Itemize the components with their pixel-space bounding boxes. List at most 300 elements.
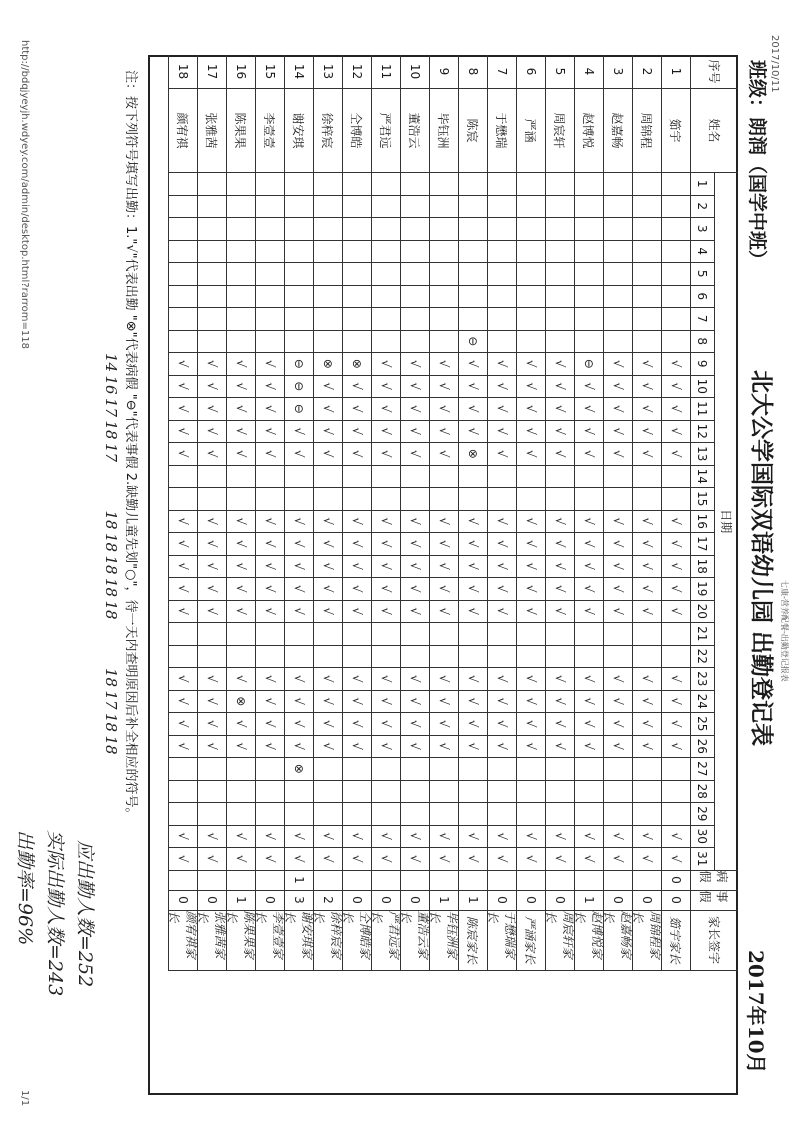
header-sign: 家长签字	[690, 911, 738, 971]
attendance-cell	[429, 758, 458, 781]
attendance-cell	[458, 308, 487, 331]
attendance-cell: √	[429, 826, 458, 849]
attendance-cell	[197, 781, 226, 804]
attendance-cell: √	[661, 511, 690, 534]
attendance-cell	[400, 286, 429, 309]
attendance-cell	[255, 308, 284, 331]
header-day: 19	[690, 578, 714, 601]
attendance-cell	[487, 488, 516, 511]
attendance-cell: √	[255, 376, 284, 399]
attendance-cell: √	[661, 533, 690, 556]
attendance-cell	[197, 263, 226, 286]
row-parent-signature: 严涵家长	[516, 911, 545, 971]
attendance-cell: √	[255, 578, 284, 601]
row-parent-signature: 严君远家长	[371, 911, 400, 971]
attendance-cell	[574, 286, 603, 309]
attendance-cell	[284, 173, 313, 196]
header-day: 8	[690, 331, 714, 354]
row-parent-signature: 陈宸家长	[458, 911, 487, 971]
attendance-cell: √	[487, 848, 516, 871]
row-name: 周锦程	[632, 89, 661, 173]
header-day: 31	[690, 848, 714, 871]
attendance-cell: √	[516, 826, 545, 849]
attendance-cell	[255, 623, 284, 646]
row-sick-count	[516, 871, 545, 891]
attendance-cell: √	[197, 443, 226, 466]
attendance-cell	[545, 781, 574, 804]
attendance-cell: √	[284, 533, 313, 556]
attendance-cell	[661, 466, 690, 489]
attendance-cell: √	[371, 736, 400, 759]
attendance-cell: √	[255, 601, 284, 624]
attendance-cell: √	[313, 421, 342, 444]
attendance-cell: √	[168, 601, 197, 624]
attendance-cell	[226, 781, 255, 804]
attendance-cell	[632, 196, 661, 219]
attendance-cell	[400, 488, 429, 511]
attendance-cell	[603, 758, 632, 781]
attendance-cell	[342, 623, 371, 646]
attendance-cell	[574, 466, 603, 489]
row-personal-count: 0	[400, 891, 429, 911]
attendance-cell: √	[487, 601, 516, 624]
attendance-cell: √	[458, 578, 487, 601]
row-personal-count: 2	[313, 891, 342, 911]
attendance-cell: √	[603, 601, 632, 624]
attendance-cell	[168, 623, 197, 646]
header-day: 30	[690, 826, 714, 849]
attendance-cell: √	[255, 511, 284, 534]
attendance-cell: √	[371, 353, 400, 376]
attendance-cell	[429, 488, 458, 511]
header-day: 20	[690, 601, 714, 624]
attendance-cell	[603, 803, 632, 826]
attendance-cell	[516, 308, 545, 331]
attendance-cell	[313, 331, 342, 354]
attendance-cell: √	[429, 691, 458, 714]
attendance-cell	[574, 263, 603, 286]
attendance-cell: √	[458, 601, 487, 624]
attendance-cell: √	[313, 736, 342, 759]
attendance-cell: √	[632, 601, 661, 624]
attendance-cell: √	[197, 668, 226, 691]
attendance-cell: √	[516, 398, 545, 421]
attendance-cell: √	[371, 691, 400, 714]
attendance-cell	[661, 781, 690, 804]
attendance-cell	[458, 196, 487, 219]
attendance-cell: √	[197, 421, 226, 444]
row-seq: 11	[371, 55, 400, 89]
row-seq: 10	[400, 55, 429, 89]
attendance-cell	[313, 173, 342, 196]
row-sick-count	[197, 871, 226, 891]
attendance-cell	[255, 488, 284, 511]
attendance-cell	[371, 196, 400, 219]
row-sick-count	[313, 871, 342, 891]
attendance-cell: √	[197, 736, 226, 759]
attendance-cell	[226, 173, 255, 196]
daily-count: 18	[102, 668, 120, 688]
attendance-cell: √	[632, 556, 661, 579]
attendance-cell: √	[168, 578, 197, 601]
attendance-cell: √	[168, 826, 197, 849]
attendance-cell	[458, 263, 487, 286]
attendance-cell	[313, 646, 342, 669]
attendance-cell: √	[429, 556, 458, 579]
attendance-cell	[632, 466, 661, 489]
row-personal-count: 0	[487, 891, 516, 911]
attendance-cell	[226, 196, 255, 219]
attendance-cell	[516, 781, 545, 804]
row-parent-signature: 赵博悦家长	[574, 911, 603, 971]
row-sick-count	[255, 871, 284, 891]
attendance-cell: √	[458, 668, 487, 691]
attendance-cell	[255, 646, 284, 669]
attendance-cell: √	[400, 443, 429, 466]
attendance-cell: √	[603, 578, 632, 601]
attendance-cell	[516, 646, 545, 669]
attendance-cell: √	[574, 848, 603, 871]
attendance-cell	[168, 308, 197, 331]
attendance-cell	[197, 331, 226, 354]
attendance-cell	[313, 196, 342, 219]
footnote: 注：按下列符号填写出勤：1."√"代表出勤 "⊗"代表病假 "⊖"代表事假 2.缺勤儿童先划"○"，待一天内查明原因后补全相应的符号。	[123, 70, 138, 821]
attendance-cell: √	[429, 668, 458, 691]
attendance-cell: √	[313, 533, 342, 556]
attendance-cell: √	[545, 736, 574, 759]
attendance-cell: √	[284, 848, 313, 871]
attendance-cell: √	[226, 421, 255, 444]
attendance-cell	[342, 803, 371, 826]
row-seq: 4	[574, 55, 603, 89]
attendance-cell: √	[574, 826, 603, 849]
attendance-cell	[545, 263, 574, 286]
attendance-cell: √	[168, 511, 197, 534]
attendance-cell	[197, 286, 226, 309]
attendance-cell: √	[371, 443, 400, 466]
attendance-cell	[603, 331, 632, 354]
attendance-cell: √	[661, 578, 690, 601]
attendance-cell: √	[603, 376, 632, 399]
attendance-cell: √	[632, 691, 661, 714]
attendance-cell: √	[400, 848, 429, 871]
attendance-cell: √	[313, 443, 342, 466]
row-seq: 2	[632, 55, 661, 89]
attendance-cell	[371, 646, 400, 669]
attendance-cell	[603, 488, 632, 511]
attendance-cell: √	[400, 556, 429, 579]
attendance-cell: √	[371, 713, 400, 736]
attendance-cell	[400, 241, 429, 264]
attendance-cell	[168, 218, 197, 241]
attendance-cell	[342, 218, 371, 241]
attendance-cell	[458, 488, 487, 511]
attendance-cell: √	[574, 668, 603, 691]
attendance-cell	[661, 196, 690, 219]
row-sick-count	[603, 871, 632, 891]
daily-count: 18	[102, 735, 120, 755]
attendance-cell: √	[574, 421, 603, 444]
attendance-cell	[661, 488, 690, 511]
daily-count: 18	[102, 555, 120, 575]
attendance-cell: √	[255, 353, 284, 376]
attendance-cell	[197, 646, 226, 669]
attendance-cell: √	[632, 421, 661, 444]
attendance-cell: √	[197, 601, 226, 624]
row-sick-count	[429, 871, 458, 891]
header-day: 9	[690, 353, 714, 376]
attendance-cell	[197, 308, 226, 331]
attendance-cell: √	[255, 713, 284, 736]
attendance-cell: √	[516, 556, 545, 579]
attendance-cell	[284, 241, 313, 264]
header-day: 28	[690, 781, 714, 804]
daily-count: 17	[102, 690, 120, 710]
attendance-cell: √	[197, 848, 226, 871]
attendance-cell	[371, 758, 400, 781]
attendance-cell: √	[574, 578, 603, 601]
attendance-cell	[545, 286, 574, 309]
attendance-cell	[342, 488, 371, 511]
attendance-cell	[661, 241, 690, 264]
attendance-cell: √	[313, 691, 342, 714]
row-sick-count	[342, 871, 371, 891]
attendance-cell: √	[168, 353, 197, 376]
attendance-cell	[487, 331, 516, 354]
attendance-cell	[313, 781, 342, 804]
header-day: 5	[690, 263, 714, 286]
header-day: 23	[690, 668, 714, 691]
attendance-cell: √	[197, 556, 226, 579]
attendance-cell: √	[429, 713, 458, 736]
attendance-cell: ⊗	[284, 758, 313, 781]
row-parent-signature: 谢安琪家长	[284, 911, 313, 971]
attendance-cell: √	[603, 421, 632, 444]
attendance-cell	[168, 173, 197, 196]
attendance-cell: √	[661, 826, 690, 849]
attendance-cell: √	[516, 691, 545, 714]
attendance-cell	[371, 241, 400, 264]
row-name: 严君远	[371, 89, 400, 173]
row-personal-count: 0	[632, 891, 661, 911]
daily-count: 18	[102, 600, 120, 620]
attendance-cell	[574, 308, 603, 331]
attendance-cell	[313, 241, 342, 264]
attendance-cell	[516, 241, 545, 264]
attendance-cell	[661, 173, 690, 196]
attendance-cell	[516, 758, 545, 781]
attendance-cell	[574, 646, 603, 669]
attendance-table	[148, 55, 738, 1095]
attendance-cell: √	[632, 511, 661, 534]
attendance-cell	[226, 803, 255, 826]
attendance-cell	[458, 803, 487, 826]
row-parent-signature: 张雅茜家长	[197, 911, 226, 971]
row-sick-count	[458, 871, 487, 891]
attendance-cell: √	[342, 848, 371, 871]
row-parent-signature: 赵嘉畅家长	[603, 911, 632, 971]
attendance-cell: √	[226, 668, 255, 691]
attendance-cell	[284, 781, 313, 804]
attendance-cell: √	[545, 443, 574, 466]
attendance-cell: √	[400, 578, 429, 601]
attendance-cell	[197, 623, 226, 646]
attendance-cell: √	[400, 376, 429, 399]
row-name: 李壹壹	[255, 89, 284, 173]
attendance-cell: √	[400, 601, 429, 624]
attendance-cell	[400, 218, 429, 241]
header-day: 12	[690, 421, 714, 444]
daily-count: 18	[102, 713, 120, 733]
attendance-cell: √	[661, 668, 690, 691]
attendance-cell	[632, 308, 661, 331]
attendance-cell: √	[342, 601, 371, 624]
attendance-cell: √	[255, 736, 284, 759]
attendance-cell	[255, 241, 284, 264]
attendance-cell: √	[429, 578, 458, 601]
attendance-cell: √	[603, 533, 632, 556]
attendance-cell	[632, 241, 661, 264]
attendance-cell	[168, 758, 197, 781]
attendance-cell: √	[661, 443, 690, 466]
header-day: 17	[690, 533, 714, 556]
attendance-cell: √	[603, 826, 632, 849]
attendance-cell: √	[226, 376, 255, 399]
attendance-cell	[168, 646, 197, 669]
row-seq: 8	[458, 55, 487, 89]
row-parent-signature: 筎宇家长	[661, 911, 690, 971]
print-date: 2017/10/11	[769, 35, 780, 93]
attendance-cell	[400, 331, 429, 354]
attendance-cell	[400, 196, 429, 219]
attendance-cell: √	[400, 713, 429, 736]
attendance-cell: √	[342, 533, 371, 556]
attendance-cell: √	[255, 533, 284, 556]
attendance-cell	[661, 646, 690, 669]
attendance-cell: √	[400, 736, 429, 759]
row-parent-signature: 周锦程家长	[632, 911, 661, 971]
attendance-cell: √	[545, 421, 574, 444]
header-personal: 事假	[690, 891, 738, 911]
attendance-cell: √	[661, 376, 690, 399]
attendance-cell	[487, 263, 516, 286]
attendance-cell: √	[168, 848, 197, 871]
attendance-cell	[226, 308, 255, 331]
attendance-cell: √	[661, 601, 690, 624]
attendance-cell	[603, 263, 632, 286]
row-personal-count: 3	[284, 891, 313, 911]
attendance-cell: √	[197, 826, 226, 849]
attendance-cell: √	[226, 713, 255, 736]
attendance-cell	[516, 173, 545, 196]
attendance-cell	[516, 466, 545, 489]
attendance-cell: √	[458, 826, 487, 849]
header-day: 29	[690, 803, 714, 826]
header-day: 10	[690, 376, 714, 399]
attendance-cell	[545, 623, 574, 646]
header-day: 7	[690, 308, 714, 331]
attendance-cell: ⊖	[284, 398, 313, 421]
attendance-cell: √	[313, 826, 342, 849]
header-day: 11	[690, 398, 714, 421]
attendance-cell: √	[197, 398, 226, 421]
attendance-cell: √	[545, 668, 574, 691]
attendance-cell	[255, 331, 284, 354]
attendance-cell	[458, 623, 487, 646]
attendance-cell	[632, 646, 661, 669]
attendance-cell	[342, 263, 371, 286]
attendance-cell: √	[545, 826, 574, 849]
attendance-cell	[516, 488, 545, 511]
attendance-cell: √	[429, 443, 458, 466]
row-seq: 13	[313, 55, 342, 89]
attendance-cell: √	[371, 556, 400, 579]
row-name: 赵嘉畅	[603, 89, 632, 173]
attendance-cell	[632, 218, 661, 241]
attendance-cell	[574, 331, 603, 354]
attendance-cell: √	[661, 556, 690, 579]
attendance-cell: √	[342, 511, 371, 534]
daily-count: 17	[102, 443, 120, 463]
attendance-cell: √	[458, 556, 487, 579]
row-sick-count	[371, 871, 400, 891]
attendance-cell: √	[371, 533, 400, 556]
attendance-cell	[400, 758, 429, 781]
row-seq: 18	[168, 55, 197, 89]
attendance-cell: √	[603, 511, 632, 534]
attendance-cell	[429, 623, 458, 646]
attendance-cell	[168, 803, 197, 826]
attendance-cell	[632, 803, 661, 826]
attendance-cell	[371, 623, 400, 646]
attendance-cell: √	[516, 601, 545, 624]
header-name: 姓名	[690, 89, 738, 173]
attendance-cell: √	[632, 398, 661, 421]
attendance-cell: √	[168, 556, 197, 579]
row-parent-signature: 毕钰洲家长	[429, 911, 458, 971]
attendance-cell: √	[661, 398, 690, 421]
attendance-cell	[632, 263, 661, 286]
attendance-cell: √	[342, 826, 371, 849]
attendance-cell	[458, 286, 487, 309]
attendance-cell: √	[342, 398, 371, 421]
attendance-cell: √	[255, 443, 284, 466]
attendance-cell	[168, 781, 197, 804]
attendance-cell	[313, 803, 342, 826]
daily-count: 17	[102, 398, 120, 418]
attendance-cell	[342, 286, 371, 309]
attendance-cell: √	[400, 668, 429, 691]
attendance-cell	[574, 781, 603, 804]
attendance-cell: √	[545, 601, 574, 624]
row-name: 筎宇	[661, 89, 690, 173]
attendance-cell: ⊗	[342, 353, 371, 376]
attendance-cell: √	[574, 691, 603, 714]
attendance-cell: √	[661, 353, 690, 376]
row-parent-signature: 董浩云家长	[400, 911, 429, 971]
attendance-cell	[371, 263, 400, 286]
row-seq: 9	[429, 55, 458, 89]
attendance-cell	[487, 308, 516, 331]
attendance-cell: √	[632, 713, 661, 736]
attendance-cell	[545, 241, 574, 264]
attendance-cell: √	[632, 353, 661, 376]
attendance-cell: √	[487, 353, 516, 376]
attendance-cell: √	[603, 848, 632, 871]
attendance-cell	[400, 781, 429, 804]
attendance-cell: √	[400, 533, 429, 556]
attendance-cell: √	[574, 443, 603, 466]
